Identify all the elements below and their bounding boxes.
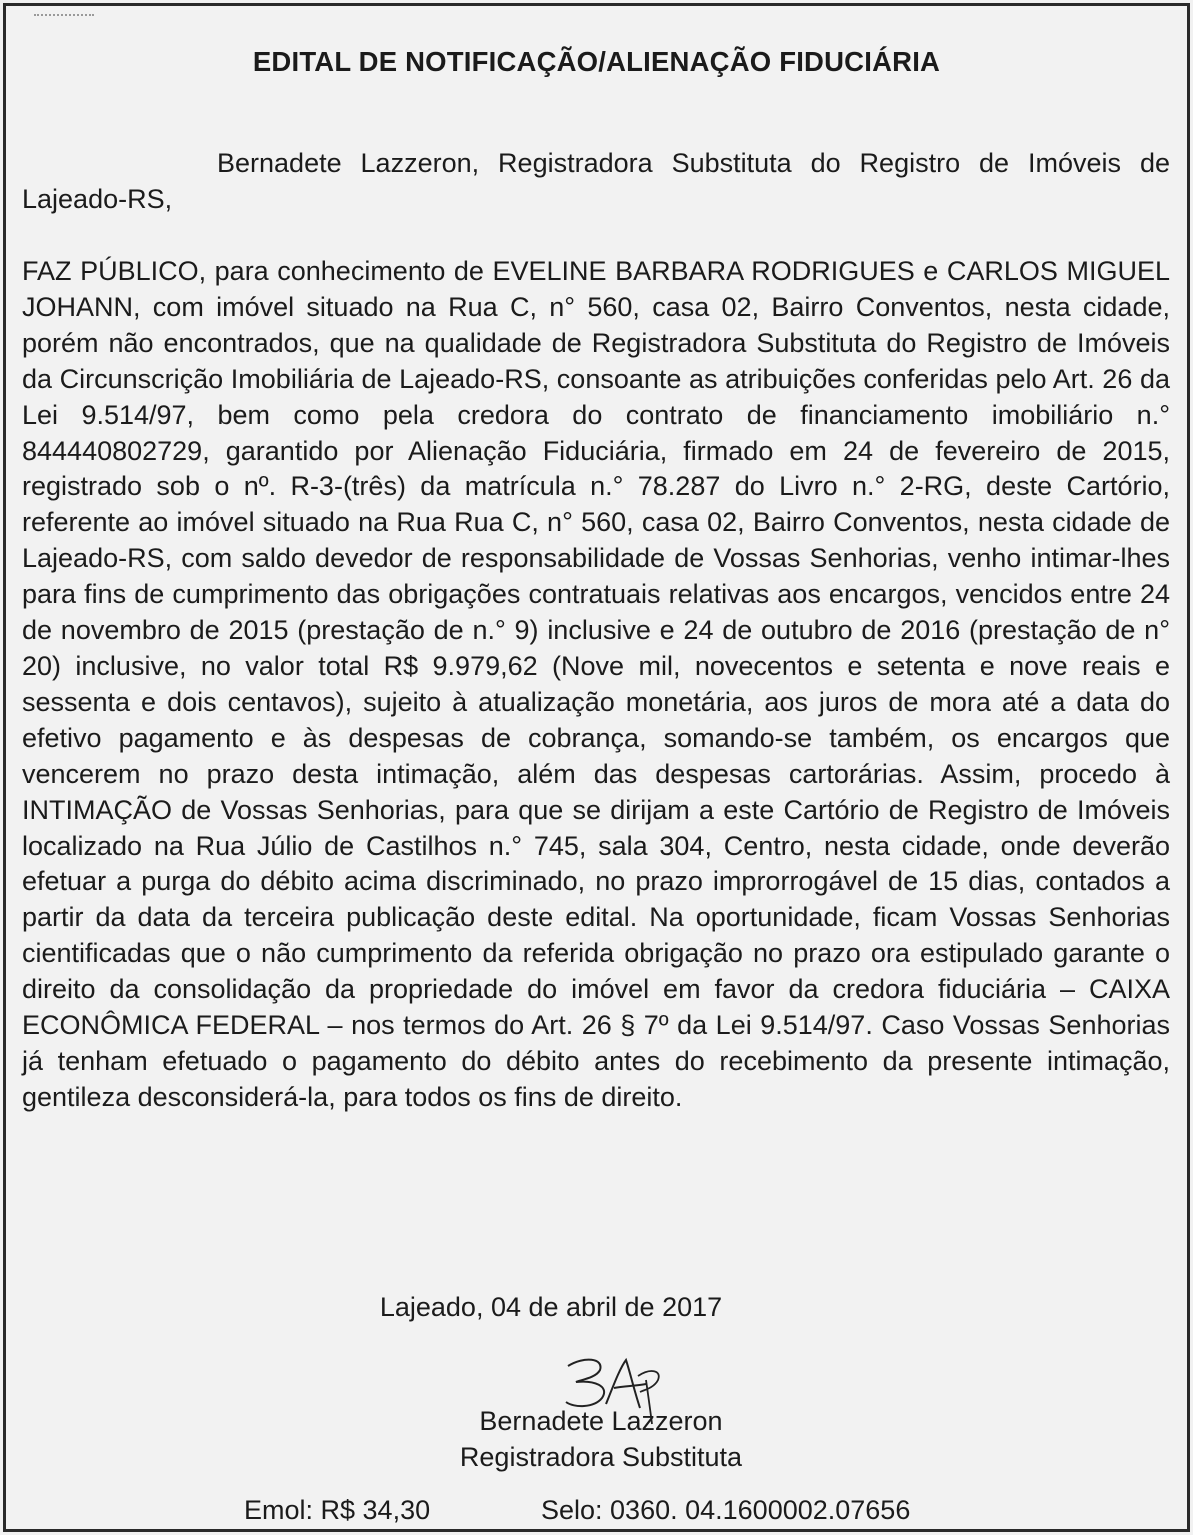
date-line: Lajeado, 04 de abril de 2017: [379, 1292, 723, 1322]
scan-artifact: [34, 14, 94, 20]
seal-number: Selo: 0360. 04.1600002.07656: [541, 1495, 911, 1525]
signatory-name: Bernadete Lazzeron: [479, 1406, 723, 1436]
intro-paragraph: Bernadete Lazzeron, Registradora Substituta do Registro de Imóveis de Lajeado-RS,: [22, 148, 1170, 214]
body-paragraph: FAZ PÚBLICO, para conhecimento de EVELINE BARBARA RODRIGUES e CARLOS MIGUEL JOHANN, com imóvel situado na Rua C, n° 560, casa 02, Bairro Conventos, nesta cidade, porém não encontrados, que na qualidade de Registradora Substituta do Registro de Imóveis da Circunscrição Imobiliária de Lajeado-RS, consoante as atribuições conferidas pelo Art. 26 da Lei 9.514/97, bem como pela credora do contrato de financiamento imobiliário n.° 844440802729, garantido por Alienação Fiduciária, firmado em 24 de fevereiro de 2015, registrado sob o nº. R-3-(três) da matrícula n.° 78.287 do Livro n.° 2-RG, deste Cartório, referente ao imóvel situado na Rua Rua C, n° 560, casa 02, Bairro Conventos, nesta cidade de Lajeado-RS, com saldo devedor de responsabilidade de Vossas Senhorias, venho intimar-lhes para fins de cumprimento das obrigações contratuais relativas aos encargos, vencidos entre 24 de novembro de 2015 (prestação de n.° 9) inclusive e 24 de outubro de 2016 (prestação de n° 20) inclusive, no valor total R$ 9.979,62 (Nove mil, novecentos e setenta e nove reais e sessenta e dois centavos), sujeito à atualização monetária, aos juros de mora até a data do efetivo pagamento e às despesas de cobrança, somando-se também, os encargos que vencerem no prazo desta intimação, além das despesas cartorárias. Assim, procedo à INTIMAÇÃO de Vossas Senhorias, para que se dirijam a este Cartório de Registro de Imóveis localizado na Rua Júlio de Castilhos n.° 745, sala 304, Centro, nesta cidade, onde deverão efetuar a purga do débito acima discriminado, no prazo improrrogável de 15 dias, contados a partir da data da terceira publicação deste edital. Na oportunidade, ficam Vossas Senhorias cientificadas que o não cumprimento da referida obrigação no prazo ora estipulado garante o direito da consolidação da propriedade do imóvel em favor da credora fiduciária – CAIXA ECONÔMICA FEDERAL – nos termos do Art. 26 § 7º da Lei 9.514/97. Caso Vossas Senhorias já tenham efetuado o pagamento do débito antes do recebimento da presente intimação, gentileza desconsiderá-la, para todos os fins de direito.: [22, 256, 1170, 1112]
signature-block: [6, 1403, 1193, 1475]
signatory-role: Registradora Substituta: [459, 1442, 743, 1472]
notice-title: EDITAL DE NOTIFICAÇÃO/ALIENAÇÃO FIDUCIÁRIA: [252, 46, 941, 77]
notice-page: [3, 3, 1190, 1532]
emolument-fee: Emol: R$ 34,30: [244, 1495, 431, 1525]
